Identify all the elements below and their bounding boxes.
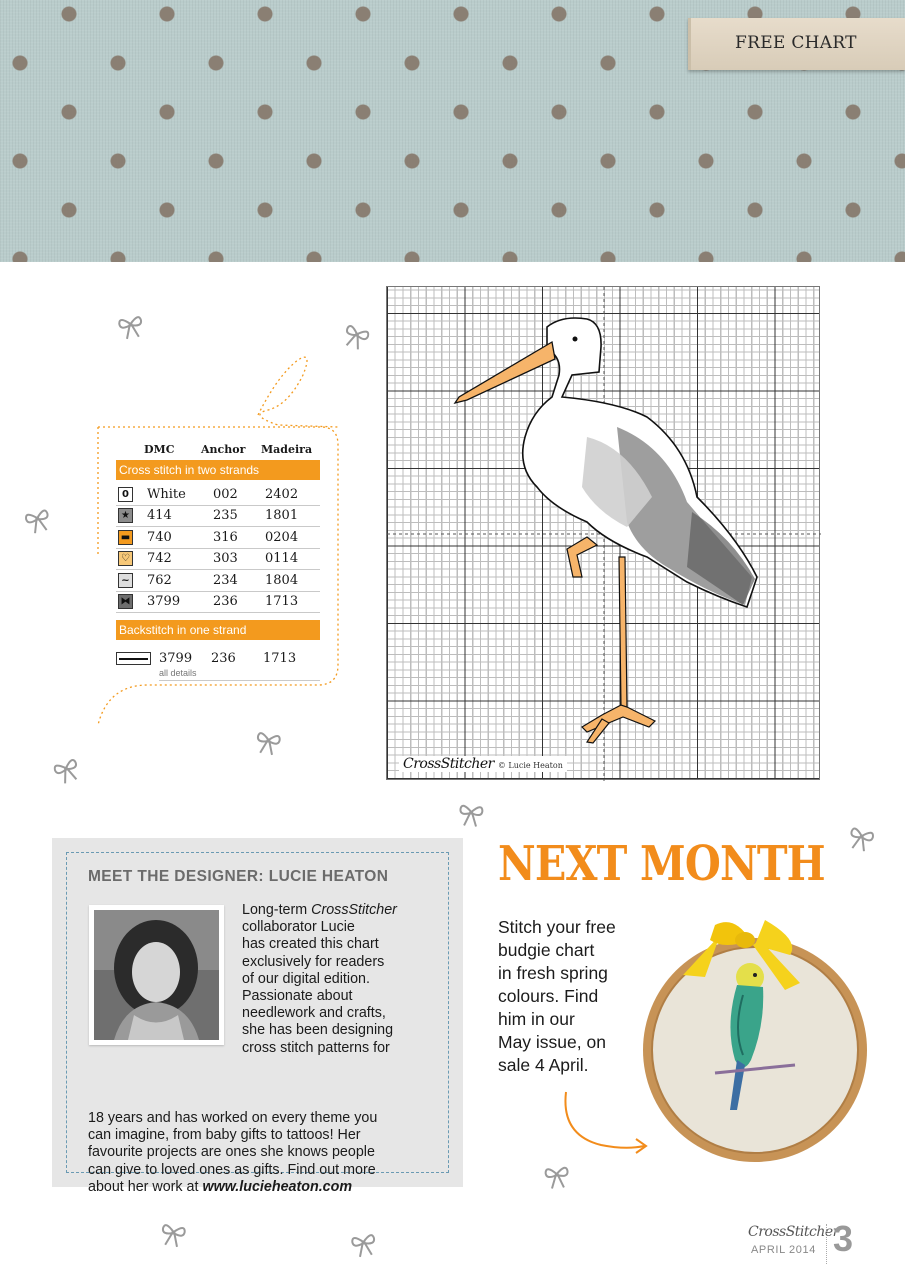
backstitch-madeira: 1713 xyxy=(263,650,297,666)
chart-logo: CrossStitcher xyxy=(403,756,494,772)
backstitch-swatch xyxy=(116,652,151,665)
bio-line xyxy=(242,1005,442,1022)
thread-dmc: 762 xyxy=(147,572,172,588)
thread-symbol-icon: ⧓ xyxy=(118,594,133,609)
budgie-embroidery-hoop-image xyxy=(625,895,880,1165)
bio-text: she has been designing xyxy=(242,1022,394,1039)
key-note: all details xyxy=(159,668,320,681)
bio-line xyxy=(242,954,442,971)
free-chart-tag xyxy=(688,18,905,70)
bow-icon xyxy=(20,503,57,540)
col-madeira: Madeira xyxy=(261,443,313,456)
magazine-name: CrossStitcher xyxy=(311,902,397,918)
designer-title: MEET THE DESIGNER: LUCIE HEATON xyxy=(88,868,389,885)
bio-text: Long-term xyxy=(242,902,312,918)
cross-stitch-band: Cross stitch in two strands xyxy=(116,460,320,480)
next-month-line: in fresh spring xyxy=(498,963,608,983)
bow-icon xyxy=(843,821,880,858)
designer-bio-lines xyxy=(88,1110,448,1179)
key-header xyxy=(116,443,320,460)
next-month-title: NEXT MONTH xyxy=(498,836,825,892)
col-dmc: DMC xyxy=(144,443,175,456)
next-month-line: Stitch your free xyxy=(498,917,616,937)
thread-row xyxy=(116,549,320,571)
bio-text: has created this chart xyxy=(242,936,379,953)
chart-credit xyxy=(399,756,567,772)
designer-website-link[interactable]: www.lucieheaton.com xyxy=(202,1178,353,1195)
bow-icon xyxy=(114,310,149,345)
stork-cross-stitch-chart xyxy=(386,286,820,780)
thread-anchor: 236 xyxy=(213,594,238,610)
thread-anchor: 002 xyxy=(213,486,238,502)
bio-line: favourite projects are ones she knows people xyxy=(88,1144,375,1161)
thread-list xyxy=(116,484,320,613)
bio-line xyxy=(242,902,442,919)
thread-key xyxy=(116,443,320,681)
thread-madeira: 1801 xyxy=(265,508,299,524)
thread-anchor: 235 xyxy=(213,508,238,524)
backstitch-dmc: 3799 xyxy=(159,650,193,666)
footer-magazine-logo: CrossStitcher xyxy=(748,1224,839,1240)
thread-madeira: 1804 xyxy=(265,572,299,588)
thread-dmc: White xyxy=(147,486,186,502)
next-month-line: budgie chart xyxy=(498,940,595,960)
thread-symbol-icon: ★ xyxy=(118,508,133,523)
thread-symbol-icon: ~ xyxy=(118,573,133,588)
thread-row xyxy=(116,506,320,528)
designer-website-line xyxy=(88,1179,448,1196)
thread-symbol-icon: 0 xyxy=(118,487,133,502)
thread-row xyxy=(116,527,320,549)
thread-symbol-icon: ▬ xyxy=(118,530,133,545)
bio-line xyxy=(242,1040,442,1057)
bio-line xyxy=(242,988,442,1005)
thread-dmc: 414 xyxy=(147,508,172,524)
bio-line: can give to loved ones as gifts. Find out more xyxy=(88,1161,376,1178)
thread-anchor: 303 xyxy=(213,551,238,567)
bio-line xyxy=(242,1022,442,1039)
bio-line xyxy=(242,971,442,988)
next-month-line: him in our xyxy=(498,1009,575,1029)
free-chart-label: FREE CHART xyxy=(735,33,857,53)
next-month-line: sale 4 April. xyxy=(498,1055,589,1075)
thread-madeira: 0114 xyxy=(265,551,299,567)
backstitch-band: Backstitch in one strand xyxy=(116,620,320,640)
page-number: 3 xyxy=(833,1218,854,1259)
designer-bio-top xyxy=(242,902,442,1057)
designer-portrait-image xyxy=(94,910,219,1040)
designer-photo xyxy=(89,905,224,1045)
bio-text: cross stitch patterns for xyxy=(242,1039,390,1056)
meet-the-designer-box xyxy=(52,838,463,1195)
thread-madeira: 0204 xyxy=(265,529,299,545)
bio-text: Passionate about xyxy=(242,988,353,1005)
thread-row xyxy=(116,592,320,614)
thread-anchor: 234 xyxy=(213,572,238,588)
footer-divider xyxy=(826,1224,828,1264)
next-month-text xyxy=(498,916,616,1077)
website-prefix: about her work at xyxy=(88,1178,203,1195)
next-month-line: colours. Find xyxy=(498,986,599,1006)
thread-dmc: 3799 xyxy=(147,594,181,610)
bio-text: collaborator Lucie xyxy=(242,919,355,936)
bio-line: 18 years and has worked on every theme you xyxy=(88,1110,378,1126)
thread-madeira: 1713 xyxy=(265,594,299,610)
thread-madeira: 2402 xyxy=(265,486,299,502)
bow-icon xyxy=(455,799,488,832)
next-month-line: May issue, on xyxy=(498,1032,606,1052)
bow-icon xyxy=(541,1161,574,1194)
footer-issue-date: APRIL 2014 xyxy=(751,1244,816,1256)
thread-row xyxy=(116,484,320,506)
stork-illustration xyxy=(387,287,821,781)
thread-dmc: 740 xyxy=(147,529,172,545)
bow-icon xyxy=(337,318,375,356)
bio-text: needlework and crafts, xyxy=(242,1005,386,1022)
thread-dmc: 742 xyxy=(147,551,172,567)
bio-text: of our digital edition. xyxy=(242,970,370,987)
backstitch-anchor: 236 xyxy=(211,650,236,666)
thread-symbol-icon: ♡ xyxy=(118,551,133,566)
bow-icon xyxy=(347,1228,382,1263)
bow-icon xyxy=(156,1218,191,1253)
thread-row xyxy=(116,570,320,592)
col-anchor: Anchor xyxy=(201,443,246,456)
bio-text: exclusively for readers xyxy=(242,953,385,970)
bio-line: can imagine, from baby gifts to tattoos! Her xyxy=(88,1127,361,1144)
bio-line xyxy=(242,919,442,936)
bio-line xyxy=(242,936,442,953)
thread-anchor: 316 xyxy=(213,529,238,545)
bow-icon xyxy=(48,752,86,790)
designer-inner-border xyxy=(66,852,449,1195)
chart-copyright: © Lucie Heaton xyxy=(497,761,563,770)
designer-bio-bottom xyxy=(88,1110,448,1196)
